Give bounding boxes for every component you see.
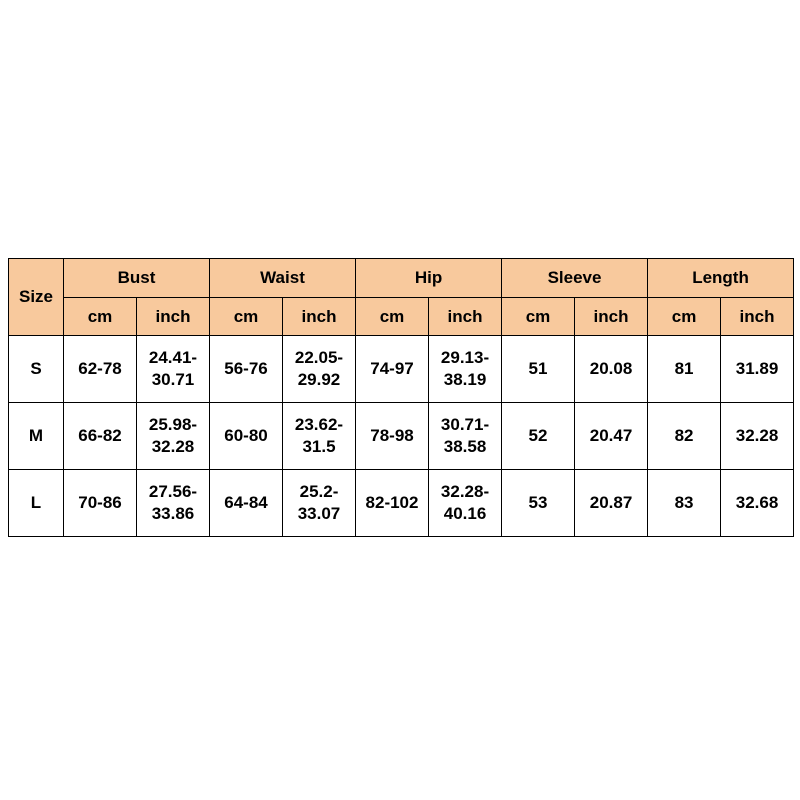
length-inch-cell: 32.68 bbox=[721, 470, 794, 537]
hip-inch-cell: 30.71- 38.58 bbox=[429, 403, 502, 470]
sleeve-inch-cell: 20.47 bbox=[575, 403, 648, 470]
unit-header-sleeve-inch: inch bbox=[575, 298, 648, 336]
bust-inch-cell: 25.98- 32.28 bbox=[137, 403, 210, 470]
waist-inch-cell: 25.2- 33.07 bbox=[283, 470, 356, 537]
bust-cm-cell: 70-86 bbox=[64, 470, 137, 537]
hip-cm-cell: 82-102 bbox=[356, 470, 429, 537]
bust-cm-cell: 66-82 bbox=[64, 403, 137, 470]
length-inch-cell: 31.89 bbox=[721, 336, 794, 403]
unit-header-bust-inch: inch bbox=[137, 298, 210, 336]
sleeve-cm-cell: 51 bbox=[502, 336, 575, 403]
table-row-m bbox=[9, 403, 794, 470]
hip-inch-cell: 32.28- 40.16 bbox=[429, 470, 502, 537]
sleeve-cm-cell: 52 bbox=[502, 403, 575, 470]
waist-cm-cell: 64-84 bbox=[210, 470, 283, 537]
size-chart-table bbox=[8, 258, 794, 537]
unit-header-bust-cm: cm bbox=[64, 298, 137, 336]
hip-header: Hip bbox=[356, 259, 502, 298]
unit-header-waist-cm: cm bbox=[210, 298, 283, 336]
length-cm-cell: 81 bbox=[648, 336, 721, 403]
sleeve-inch-cell: 20.87 bbox=[575, 470, 648, 537]
bust-cm-cell: 62-78 bbox=[64, 336, 137, 403]
sleeve-header: Sleeve bbox=[502, 259, 648, 298]
header-unit-row bbox=[9, 298, 794, 336]
bust-inch-cell: 27.56- 33.86 bbox=[137, 470, 210, 537]
size-cell: M bbox=[9, 403, 64, 470]
table-row-s bbox=[9, 336, 794, 403]
hip-cm-cell: 74-97 bbox=[356, 336, 429, 403]
length-cm-cell: 82 bbox=[648, 403, 721, 470]
hip-inch-cell: 29.13- 38.19 bbox=[429, 336, 502, 403]
size-header: Size bbox=[9, 259, 64, 336]
length-cm-cell: 83 bbox=[648, 470, 721, 537]
unit-header-sleeve-cm: cm bbox=[502, 298, 575, 336]
waist-cm-cell: 60-80 bbox=[210, 403, 283, 470]
waist-inch-cell: 22.05- 29.92 bbox=[283, 336, 356, 403]
unit-header-length-inch: inch bbox=[721, 298, 794, 336]
length-inch-cell: 32.28 bbox=[721, 403, 794, 470]
table-row-l bbox=[9, 470, 794, 537]
sleeve-cm-cell: 53 bbox=[502, 470, 575, 537]
bust-inch-cell: 24.41- 30.71 bbox=[137, 336, 210, 403]
unit-header-hip-cm: cm bbox=[356, 298, 429, 336]
header-group-row bbox=[9, 259, 794, 298]
waist-cm-cell: 56-76 bbox=[210, 336, 283, 403]
size-cell: S bbox=[9, 336, 64, 403]
unit-header-length-cm: cm bbox=[648, 298, 721, 336]
size-cell: L bbox=[9, 470, 64, 537]
unit-header-hip-inch: inch bbox=[429, 298, 502, 336]
waist-header: Waist bbox=[210, 259, 356, 298]
hip-cm-cell: 78-98 bbox=[356, 403, 429, 470]
length-header: Length bbox=[648, 259, 794, 298]
sleeve-inch-cell: 20.08 bbox=[575, 336, 648, 403]
unit-header-waist-inch: inch bbox=[283, 298, 356, 336]
bust-header: Bust bbox=[64, 259, 210, 298]
waist-inch-cell: 23.62- 31.5 bbox=[283, 403, 356, 470]
